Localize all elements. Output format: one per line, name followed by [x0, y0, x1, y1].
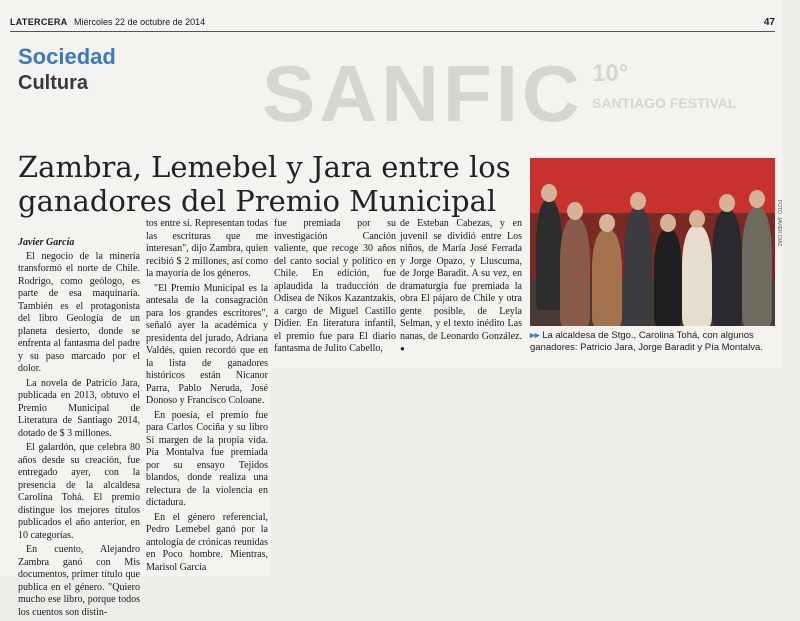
photo-caption: [530, 330, 778, 354]
photo-person: [624, 208, 652, 326]
photo-head: [749, 190, 765, 208]
photo-credit: FOTO: JAVIER DIAZ: [776, 200, 782, 247]
photo-head: [567, 202, 583, 220]
photo-head: [630, 192, 646, 210]
photo-wall: [530, 158, 775, 213]
article-column-1: [18, 237, 140, 621]
paragraph: fue premiada por su investigación Canción valiente, que recoge 30 años del canto social y político en Chile. En edición, fue aplaudida la traducción de Odisea de Nikos Kazantzakis, a cargo de Miguel Castillo Didier. En literatura infantil, el premio fue para El diario fantasma de Julito Cabello,: [274, 218, 396, 354]
article-column-2: [146, 218, 268, 576]
paragraph: "El Premio Municipal es la antesala de la consagración para los grandes escritores", señaló ayer la académica y presidenta del jurado, Adriana Valdés, quien recordó que en la lista de ganadores históricos están Nicanor Parra, Pablo Neruda, José Donoso y Francisco Coloane.: [146, 282, 268, 406]
photo-head: [599, 214, 615, 232]
photo-person: [654, 230, 682, 326]
paragraph: El negocio de la minería transformó el norte de Chile. Rodrigo, como geólogo, es parte de esa maquinaria. También es el protagonista del libro Geología de un planeta desierto, donde se enfrenta al fantasma del padre y su paso marcado por el dolor.: [18, 250, 140, 374]
photo-head: [541, 184, 557, 202]
byline: Javier García: [18, 237, 75, 248]
photo-person: [592, 230, 622, 326]
photo-person: [712, 210, 742, 326]
article-column-4: [400, 218, 522, 358]
end-mark: ●: [400, 344, 405, 353]
article-column-3: [274, 218, 396, 358]
background-festival-banner: [262, 40, 777, 140]
paragraph: La novela de Patricio Jara, publicada en 2013, obtuvo el Premio Municipal de Literatura de Santiago 2014, dotado de $ 3 millones.: [18, 377, 140, 439]
banner-word: SANFIC: [262, 49, 584, 138]
photo-person: [742, 208, 772, 326]
banner-edition: 10°: [592, 60, 629, 87]
caption-text: La alcaldesa de Stgo., Carolina Tohá, con algunos ganadores: Patricio Jara, Jorge Baradit y Pía Montalva.: [530, 330, 763, 353]
paragraph: En el género referencial, Pedro Lemebel ganó por la antología de crónicas reunidas en Poco hombre. Mientras, Marisol García: [146, 511, 268, 573]
page-header: [10, 17, 775, 32]
photo-person: [536, 200, 562, 310]
paragraph: [400, 218, 522, 356]
photo-person: [560, 218, 590, 326]
page-number: 47: [763, 17, 775, 28]
photo-head: [660, 214, 676, 232]
section-title: Sociedad: [18, 44, 116, 69]
caption-marker: ▸▸: [530, 330, 540, 341]
photo-head: [719, 194, 735, 212]
paragraph-text: de Esteban Cabezas, y en juvenil se dividió entre Los niños, de María José Ferrada y Jorge Opazo, y Lluscuma, de Jorge Baradit. A su vez, en dramaturgia fue premiada la obra El pájaro de Chile y otra gente posible, de Leyla Selman, y el texto inédito Las nanas, de Leonardo González.: [400, 218, 522, 342]
article-headline: Zambra, Lemebel y Jara entre los ganadores del Premio Municipal: [18, 150, 511, 218]
banner-festival: SANTIAGO FESTIVAL: [592, 95, 737, 111]
paragraph: El galardón, que celebra 80 años desde su creación, fue entregado ayer, con la presencia de la alcaldesa Carolina Tohá. El premio distingue los mejores títulos publicados el año anterior, en 10 categorías.: [18, 442, 140, 541]
paragraph: En poesía, el premio fue para Carlos Cociña y su libro Sí margen de la propia vida. Pía Montalva fue premiada por su ensayo Tejidos blandos, donde realiza una relectura de la violencia en dictadura.: [146, 409, 268, 508]
photo-person: [682, 226, 712, 326]
issue-date: Miércoles 22 de octubre de 2014: [74, 17, 206, 27]
photo-head: [689, 210, 705, 228]
paragraph: En cuento, Alejandro Zambra ganó con Mis documentos, primer título que publica en el género. "Quiero mucho ese libro, porque todos los cuentos son distin-: [18, 544, 140, 618]
section-subtitle: Cultura: [18, 72, 88, 94]
blank-area: [271, 368, 800, 576]
group-photo: [530, 158, 775, 326]
newspaper-brand: LATERCERA: [10, 17, 68, 27]
paragraph: tos entre sí. Representan todas las escrituras que me interesan", dijo Zambra, quien recibió $ 2 millones, así como la mayoría de los géneros.: [146, 218, 268, 279]
